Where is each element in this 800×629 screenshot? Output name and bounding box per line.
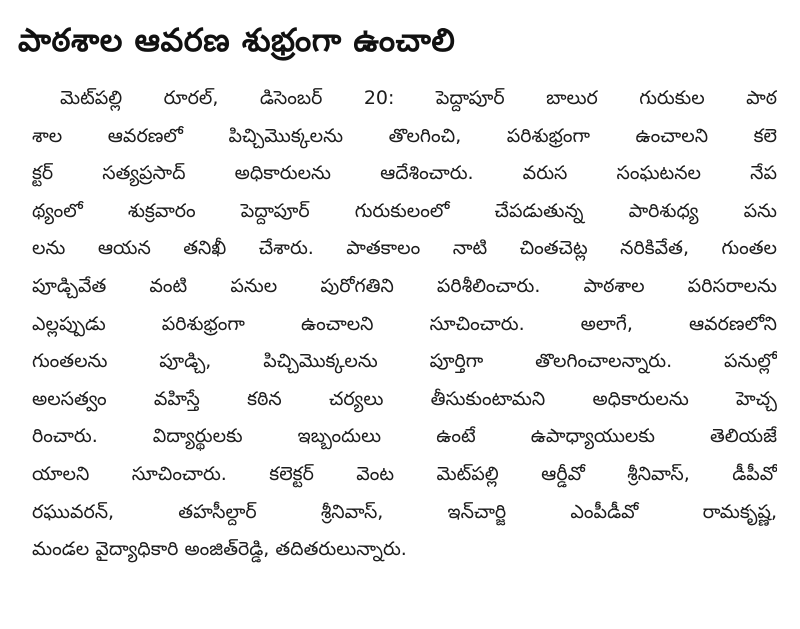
article-line: గుంతలను పూడ్చి, పిచ్చిమొక్కలను పూర్తిగా తొలగించాలన్నారు. పనుల్లో — [32, 350, 777, 373]
article-line: క్టర్ సత్యప్రసాద్ అధికారులను ఆదేశించారు. వరుస సంఘటనల నేప — [32, 162, 777, 185]
article-headline: పాఠశాల ఆవరణ శుభ్రంగా ఉంచాలి — [18, 21, 456, 59]
article-body — [32, 80, 777, 569]
article-line: థ్యంలో శుక్రవారం పెద్దాపూర్ గురుకులంలో చేపడుతున్న పారిశుధ్య పను — [32, 199, 777, 222]
article-line: యాలని సూచించారు. కలెక్టర్ వెంట మెట్‌పల్లి ఆర్డీవో శ్రీనివాస్, డీపీవో — [32, 462, 777, 485]
article-line: ఎల్లప్పుడు పరిశుభ్రంగా ఉంచాలని సూచించారు. అలాగే, ఆవరణలోని — [32, 312, 777, 335]
article-line: మెట్‌పల్లి రూరల్, డిసెంబర్ 20: పెద్దాపూర్ బాలుర గురుకుల పాఠ — [60, 87, 777, 109]
article-line: అలసత్వం వహిస్తే కఠిన చర్యలు తీసుకుంటామని అధికారులను హెచ్చ — [32, 387, 777, 410]
article-line: శాల ఆవరణలో పిచ్చిమొక్కలను తొలగించి, పరిశుభ్రంగా ఉంచాలని కలె — [32, 124, 777, 147]
article-line: రఘువరన్, తహసీల్దార్ శ్రీనివాస్, ఇన్‌చార్జి ఎంపీడీవో రామకృష్ణ, — [32, 500, 777, 523]
article-line: రించారు. విద్యార్థులకు ఇబ్బందులు ఉంటే ఉపాధ్యాయులకు తెలియజే — [32, 425, 777, 448]
article-line: మండల వైద్యాధికారి అంజిత్‌రెడ్డి, తదితరులున్నారు. — [32, 538, 407, 561]
article-line: లను ఆయన తనిఖీ చేశారు. పాతకాలం నాటి చింతచెట్ల నరికివేత, గుంతల — [32, 237, 777, 260]
article-line: పూడ్చివేత వంటి పనుల పురోగతిని పరిశీలించారు. పాఠశాల పరిసరాలను — [32, 274, 777, 297]
